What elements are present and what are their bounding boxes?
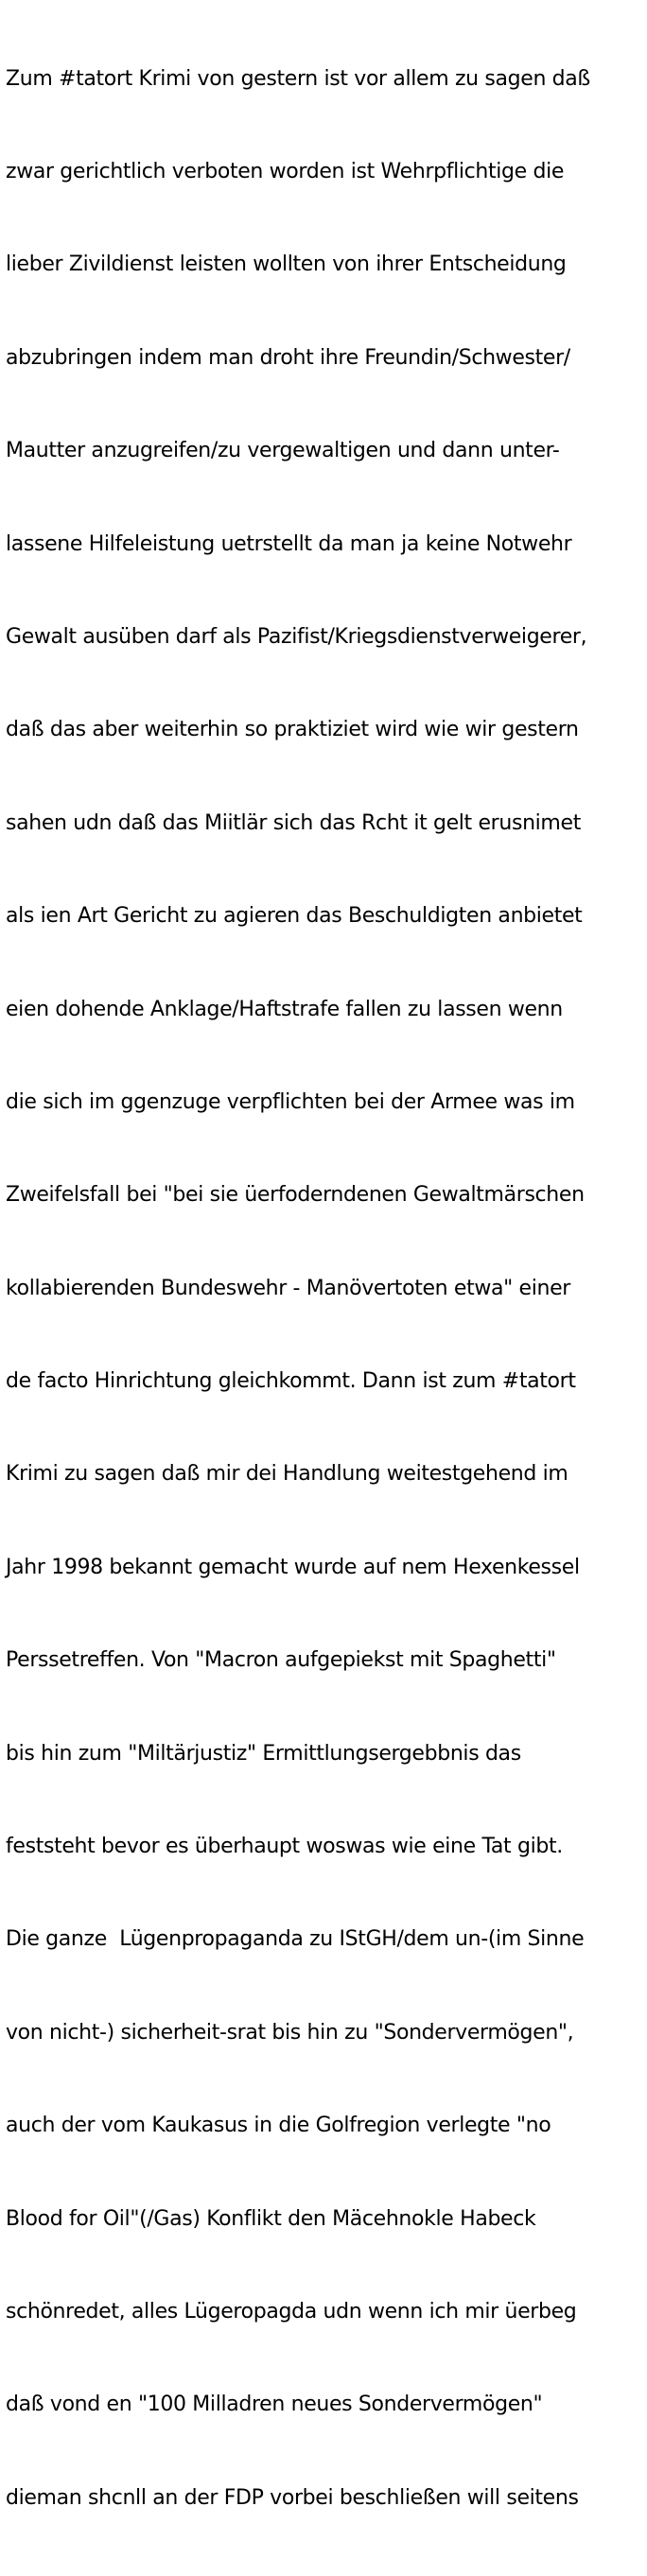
- text-line: Zum #tatort Krimi von gestern ist vor allem zu sagen daß: [6, 66, 590, 91]
- text-line: Blood for Oil"(/Gas) Konflikt den Mäcehnokle Habeck: [6, 2206, 536, 2231]
- text-line: kollabierenden Bundeswehr - Manövertoten etwa" einer: [6, 1276, 570, 1300]
- text-line: Krimi zu sagen daß mir dei Handlung weitestgehend im: [6, 1462, 568, 1487]
- text-line: sahen udn daß das Miitlär sich das Rcht it gelt erusnimet: [6, 810, 581, 835]
- text-line: zwar gerichtlich verboten worden ist Wehrpflichtige die: [6, 159, 565, 183]
- text-line: de facto Hinrichtung gleichkommt. Dann ist zum #tatort: [6, 1369, 576, 1394]
- text-line: Gewalt ausüben darf als Pazifist/Kriegsdienstverweigerer,: [6, 624, 587, 649]
- text-line: abzubringen indem man droht ihre Freundin/Schwester/: [6, 345, 570, 370]
- text-line: bis hin zum "Miltärjustiz" Ermittlungsergebbnis das: [6, 1741, 521, 1766]
- text-line: daß das aber weiterhin so praktiziet wird wie wir gestern: [6, 718, 579, 742]
- text-line: dieman shcnll an der FDP vorbei beschließen will seitens: [6, 2485, 579, 2510]
- text-line: daß vond en "100 Milladren neues Sondervermögen": [6, 2393, 543, 2417]
- text-line: als ien Art Gericht zu agieren das Beschuldigten anbietet: [6, 904, 583, 929]
- text-line: schönredet, alles Lügeropagda udn wenn ich mir üerbeg: [6, 2299, 577, 2324]
- text-line: Mautter anzugreifen/zu vergewaltigen und dann unter-: [6, 439, 560, 463]
- text-line: auch der vom Kaukasus in die Golfregion verlegte "no: [6, 2114, 551, 2138]
- text-line: die sich im ggenzuge verpflichten bei der Armee was im: [6, 1089, 575, 1114]
- text-line: von nicht-) sicherheit-srat bis hin zu "Sondervermögen",: [6, 2020, 574, 2045]
- text-line: feststeht bevor es überhaupt woswas wie eine Tat gibt.: [6, 1835, 563, 1859]
- text-line: Jahr 1998 bekannt gemacht wurde auf nem Hexenkessel: [6, 1555, 580, 1579]
- text-line: lieber Zivildienst leisten wollten von ihrer Entscheidung: [6, 252, 567, 277]
- body-text: [6, 2, 645, 2576]
- text-line: eien dohende Anklage/Haftstrafe fallen zu lassen wenn: [6, 997, 563, 1021]
- text-line: Zweifelsfall bei "bei sie üerfoderndenen Gewaltmärschen: [6, 1183, 585, 1208]
- text-line: lassene Hilfeleistung uetrstellt da man ja keine Notwehr: [6, 531, 572, 556]
- text-line: Die ganze Lügenpropaganda zu IStGH/dem un-(im Sinne: [6, 1927, 585, 1952]
- text-line: Perssetreffen. Von "Macron aufgepiekst mit Spaghetti": [6, 1648, 556, 1673]
